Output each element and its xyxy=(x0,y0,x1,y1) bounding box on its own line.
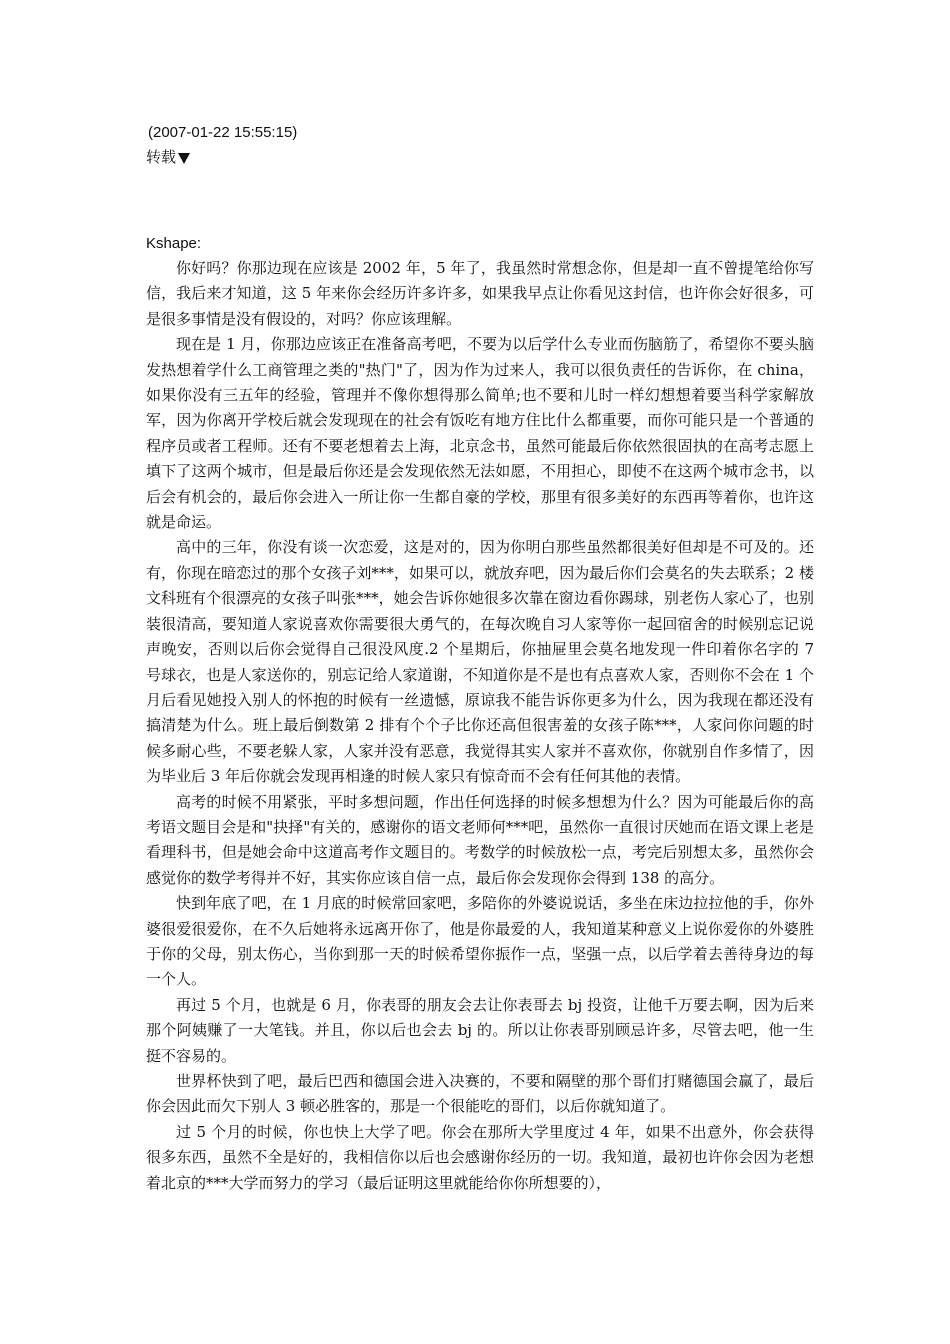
document-page xyxy=(146,120,814,1196)
letter-paragraph: 你好吗？你那边现在应该是 2002 年，5 年了，我虽然时常想念你，但是却一直不曾提笔给你写信，我后来才知道，这 5 年来你会经历许多许多，如果我早点让你看见这封信，也许你会好很多，可是很多事情是没有假设的，对吗？你应该理解。 xyxy=(146,259,814,328)
letter-paragraph: 高考的时候不用紧张，平时多想问题，作出任何选择的时候多想想为什么？因为可能最后你的高考语文题目会是和"抉择"有关的，感谢你的语文老师何***吧，虽然你一直很讨厌她而在语文课上老是看理科书，但是她会命中这道高考作文题目的。考数学的时候放松一点，考完后别想太多，虽然你会感觉你的数学考得并不好，其实你应该自信一点，最后你会发现你会得到 138 的高分。 xyxy=(146,792,814,887)
letter-paragraph: 世界杯快到了吧，最后巴西和德国会进入决赛的，不要和隔壁的那个哥们打赌德国会赢了，最后你会因此而欠下别人 3 顿必胜客的，那是一个很能吃的哥们，以后你就知道了。 xyxy=(146,1072,814,1116)
post-date: (2007-01-22 15:55:15) xyxy=(148,124,298,141)
letter-paragraph: 再过 5 个月，也就是 6 月，你表哥的朋友会去让你表哥去 bj 投资，让他千万要去啊，因为后来那个阿姨赚了一大笔钱。并且，你以后也会去 bj 的。所以让你表哥别顾忌许多，尽管去吧，他一生挺不容易的。 xyxy=(146,995,814,1065)
letter-paragraph: 快到年底了吧，在 1 月底的时候常回家吧，多陪你的外婆说说话，多坐在床边拉拉他的手，你外婆很爱很爱你，在不久后她将永远离开你了，他是你最爱的人，我知道某种意义上说你爱你的外婆胜于你的父母，别太伤心，当你到那一天的时候希望你振作一点，坚强一点，以后学着去善待身边的每一个人。 xyxy=(146,894,814,989)
repost-toggle[interactable] xyxy=(146,145,190,170)
letter-paragraph: 高中的三年，你没有谈一次恋爱，这是对的，因为你明白那些虽然都很美好但却是不可及的。还有，你现在暗恋过的那个女孩子刘***，如果可以，就放弃吧，因为最后你们会莫名的失去联系；2 楼文科班有个很漂亮的女孩子叫张***，她会告诉你她很多次靠在窗边看你踢球，别老伤人家心了，也别装很清高，要知道人家说喜欢你需要很大勇气的，在每次晚自习人家等你一起回宿舍的时候别忘记说声晚安，否则以后你会觉得自己很没风度.2 个星期后，你抽屉里会莫名地发现一件印着你名字的 7 号球衣，也是人家送你的，别忘记给人家道谢，不知道你是不是也有点喜欢人家，否则你不会在 1 个月后看见她投入别人的怀抱的时候有一丝遗憾，原谅我不能告诉你更多为什么，因为我现在都还没有搞清楚为什么。班上最后倒数第 2 排有个个子比你还高但很害羞的女孩子陈***，人家问你问题的时候多耐心些，不要老躲人家，人家并没有恶意，我觉得其实人家并不喜欢你，你就别自作多情了，因为毕业后 3 年后你就会发现再相逢的时候人家只有惊奇而不会有任何其他的表情。 xyxy=(146,538,814,786)
repost-label: 转载 xyxy=(146,149,177,166)
letter-paragraph: 现在是 1 月，你那边应该正在准备高考吧，不要为以后学什么专业而伤脑筋了，希望你不要头脑发热想着学什么工商管理之类的"热门"了，因为作为过来人，我可以很负责任的告诉你，在 china，如果你没有三五年的经验，管理并不像你想得那么简单;也不要和儿时一样幻想想着要当科学家解放军，因为你离开学校后就会发现现在的社会有饭吃有地方住比什么都重要，而你可能只是一个普通的程序员或者工程师。还有不要老想着去上海，北京念书，虽然可能最后你依然很固执的在高考志愿上填下了这两个城市，但是最后你还是会发现依然无法如愿，不用担心，即使不在这两个城市念书，以后会有机会的，最后你会进入一所让你一生都自豪的学校，那里有很多美好的东西再等着你，也许这就是命运。 xyxy=(146,335,814,532)
letter-body xyxy=(146,256,814,1196)
blank-space xyxy=(146,170,814,231)
letter-paragraph: 过 5 个月的时候，你也快上大学了吧。你会在那所大学里度过 4 年，如果不出意外，你会获得很多东西，虽然不全是好的，我相信你以后也会感谢你经历的一切。我知道，最初也许你会因为老想着北京的***大学而努力的学习（最后证明这里就能给你你所想要的）， xyxy=(146,1122,814,1192)
salutation: Kshape: xyxy=(146,235,202,252)
triangle-down-icon xyxy=(178,153,190,164)
